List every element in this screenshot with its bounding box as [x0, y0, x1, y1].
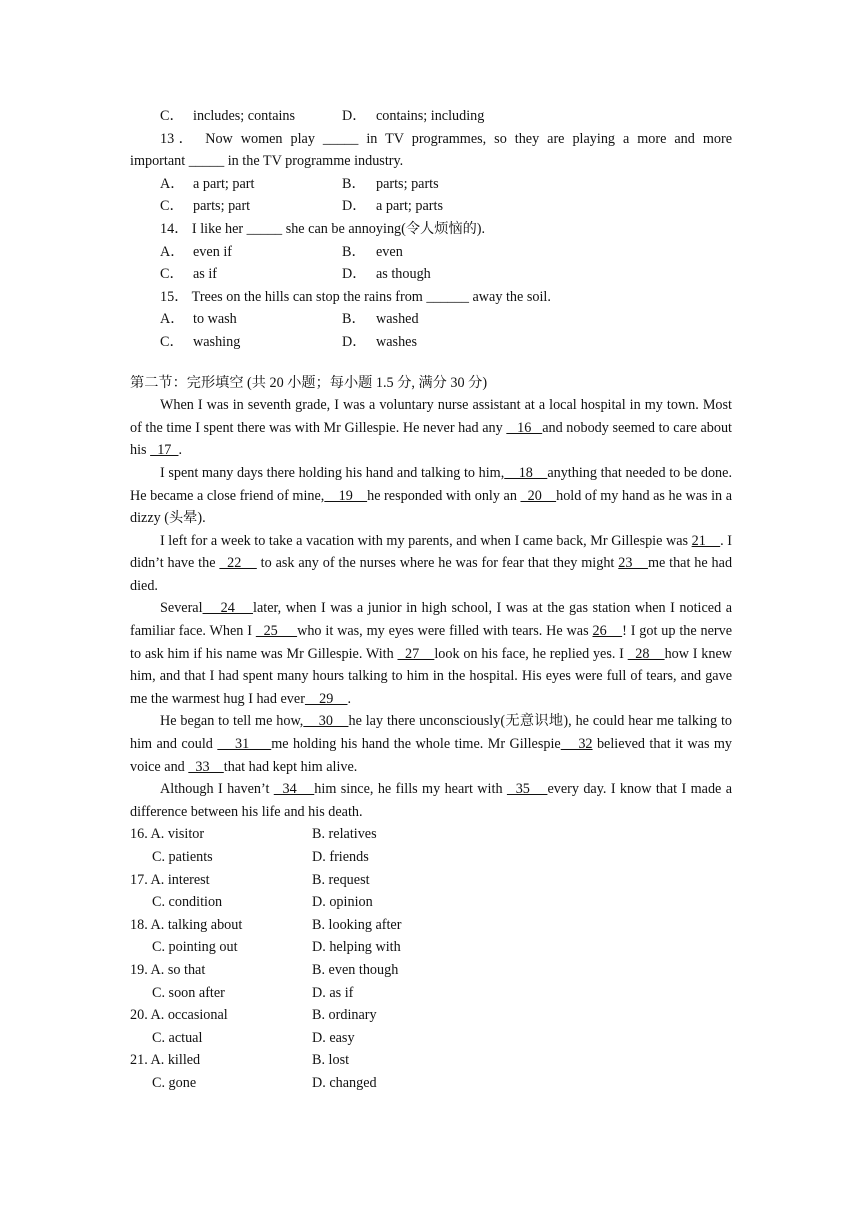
passage-text: He began to tell me how,	[160, 713, 304, 730]
passage-text: .	[347, 690, 352, 707]
q15-options	[130, 331, 732, 354]
answer-choices	[130, 823, 732, 1094]
section-spacer	[130, 354, 732, 372]
blank-29: 29	[304, 690, 348, 707]
choice-a: 16. A. visitor	[130, 826, 205, 843]
passage-text: to ask any of the nurses where he was for fear that they might	[256, 555, 619, 572]
choice-c: C. pointing out	[152, 939, 238, 956]
q14-options	[130, 263, 732, 286]
exam-content	[130, 105, 732, 1095]
passage-text: Although I haven’t	[160, 781, 274, 798]
passage-text: Several	[160, 600, 203, 617]
choice-d: D. easy	[312, 1029, 355, 1046]
passage-text: hold of my hand as he was in a dizzy (头晕).	[130, 487, 733, 527]
choice-b: B. request	[312, 871, 370, 888]
question-15: 15． Trees on the hills can stop the rains from ______ away the soil.	[160, 288, 551, 305]
blank-20: 20	[520, 487, 557, 504]
choice-b: B. lost	[312, 1052, 350, 1069]
blank-21: 21	[691, 532, 721, 549]
option-label: D．	[342, 266, 367, 283]
passage-text: I left for a week to take a vacation with my parents, and when I came back, Mr Gillespie was	[160, 532, 692, 549]
passage-text: he lay there unconsciously(无意识地), he could hear me talking to him and could	[130, 713, 733, 753]
blank-34: 34	[273, 781, 315, 798]
passage-text: believed that it was my voice and	[130, 736, 733, 775]
passage-text: later, when I was a junior in high school, I was at the gas station when I noticed a familiar face. When I	[130, 600, 732, 640]
passage-text: how I knew him, and that I had spent many hours talking to him in the hospital. His eyes were full of tears, and gave me the warmest hug I had ever	[130, 645, 733, 707]
option-label: B．	[342, 175, 366, 192]
choice-d: D. opinion	[312, 894, 373, 911]
choice-a: 17. A. interest	[130, 871, 210, 888]
answer-row	[130, 1049, 732, 1072]
blank-28: 28	[627, 645, 665, 662]
blank-26: 26	[592, 623, 623, 640]
passage-text: When I was in seventh grade, I was a voluntary nurse assistant at a local hospital in my town. Most of the time I spent there was with Mr Gillespie. He never had any	[130, 397, 732, 436]
passage-text: that had kept him alive.	[223, 758, 358, 775]
choice-d: D. as if	[312, 984, 354, 1001]
option-text: to wash	[193, 311, 237, 328]
option-label: B．	[342, 243, 366, 260]
passage-text: him since, he fills my heart with	[314, 781, 507, 798]
option-text: a part; parts	[376, 198, 443, 215]
passage-paragraph-6	[130, 778, 732, 823]
choice-c: C. actual	[152, 1029, 203, 1046]
answer-row	[130, 1004, 732, 1027]
answer-row	[130, 1072, 732, 1095]
choice-b: B. ordinary	[312, 1007, 377, 1024]
blank-16: 16	[506, 419, 543, 436]
option-label: D．	[342, 333, 367, 350]
blank-25: 25	[255, 623, 298, 640]
answer-row	[130, 869, 732, 892]
passage-text: me holding his hand the whole time. Mr Gillespie	[271, 736, 561, 753]
passage-text: who it was, my eyes were filled with tears. He was	[297, 623, 593, 640]
option-text: includes; contains	[193, 108, 296, 124]
blank-24: 24	[202, 600, 254, 617]
answer-row	[130, 1027, 732, 1050]
answer-row	[130, 891, 732, 914]
passage-paragraph-4	[130, 597, 732, 710]
passage-text: look on his face, he replied yes. I	[434, 645, 628, 662]
passage-text: . I didn’t have the	[130, 532, 732, 572]
choice-b: B. looking after	[312, 916, 402, 933]
answer-row	[130, 959, 732, 982]
choice-d: D. helping with	[312, 939, 401, 956]
option-text: parts; parts	[376, 175, 439, 192]
question-13-line2: important _____ in the TV programme industry.	[130, 153, 404, 170]
blank-19: 19	[324, 487, 368, 504]
option-text: contains; including	[376, 108, 485, 124]
option-text: washes	[376, 333, 417, 350]
option-label: A．	[160, 175, 185, 192]
passage-text: I spent many days there holding his hand and talking to him,	[160, 464, 505, 481]
choice-b: B. relatives	[312, 826, 377, 843]
answer-row	[130, 823, 732, 846]
answer-row	[130, 846, 732, 869]
q12-options	[130, 105, 732, 128]
choice-c: C. condition	[152, 894, 223, 911]
choice-c: C. soon after	[152, 984, 225, 1001]
option-label: B．	[342, 311, 366, 328]
question-13-line1: 13． Now women play _____ in TV programmes, so they are playing a more and more	[160, 130, 732, 147]
option-text: parts; part	[193, 198, 251, 215]
option-label: C．	[160, 108, 184, 124]
option-label: C．	[160, 198, 184, 215]
passage-text: anything that needed to be done. He became a close friend of mine,	[130, 464, 732, 504]
choice-a: 18. A. talking about	[130, 916, 243, 933]
passage-text: ! I got up the nerve to ask him if his name was Mr Gillespie. With	[130, 623, 733, 662]
answer-row	[130, 914, 732, 937]
choice-a: 19. A. so that	[130, 961, 206, 978]
passage-text: and nobody seemed to care about his	[130, 419, 732, 459]
option-label: A．	[160, 243, 185, 260]
choice-a: 20. A. occasional	[130, 1007, 228, 1024]
choice-d: D. friends	[312, 849, 369, 865]
option-label: C．	[160, 266, 184, 283]
blank-22: 22	[219, 555, 257, 572]
choice-d: D. changed	[312, 1074, 377, 1091]
option-text: washed	[376, 311, 419, 328]
passage-paragraph-5	[130, 710, 732, 778]
blank-30: 30	[303, 713, 349, 730]
choice-c: C. patients	[152, 849, 213, 865]
passage-paragraph-1	[130, 394, 732, 462]
option-text: as though	[376, 266, 431, 283]
section-heading: 第二节：完形填空 (共 20 小题；每小题 1.5 分, 满分 30 分)	[130, 374, 488, 391]
option-label: C．	[160, 333, 184, 350]
passage-text: .	[178, 442, 183, 459]
blank-32: 32	[560, 736, 593, 753]
choice-a: 21. A. killed	[130, 1052, 201, 1069]
answer-row	[130, 982, 732, 1005]
blank-18: 18	[504, 464, 548, 481]
blank-23: 23	[618, 555, 648, 572]
passage-paragraph-3	[130, 530, 732, 598]
option-text: as if	[193, 266, 218, 283]
passage-paragraph-2	[130, 462, 732, 530]
q15-options	[130, 308, 732, 331]
passage-text: he responded with only an	[367, 487, 521, 504]
passage-text: me that he had died.	[130, 555, 733, 594]
blank-27: 27	[397, 645, 435, 662]
blank-31: 31	[217, 736, 272, 753]
option-label: D．	[342, 198, 367, 215]
option-text: washing	[193, 333, 241, 350]
option-label: A．	[160, 311, 185, 328]
blank-33: 33	[188, 758, 224, 775]
blank-35: 35	[506, 781, 548, 798]
question-14: 14． I like her _____ she can be annoying(令人烦恼的).	[160, 220, 486, 237]
blank-17: 17	[150, 442, 179, 459]
option-label: D．	[342, 108, 367, 124]
option-text: even if	[193, 243, 232, 260]
q14-options	[130, 241, 732, 264]
q13-options	[130, 195, 732, 218]
passage-text: every day. I know that I made a difference between his life and his death.	[130, 781, 733, 820]
choice-b: B. even though	[312, 961, 399, 978]
answer-row	[130, 936, 732, 959]
option-text: a part; part	[193, 175, 255, 192]
q13-options	[130, 173, 732, 196]
choice-c: C. gone	[152, 1074, 197, 1091]
option-text: even	[376, 243, 403, 260]
